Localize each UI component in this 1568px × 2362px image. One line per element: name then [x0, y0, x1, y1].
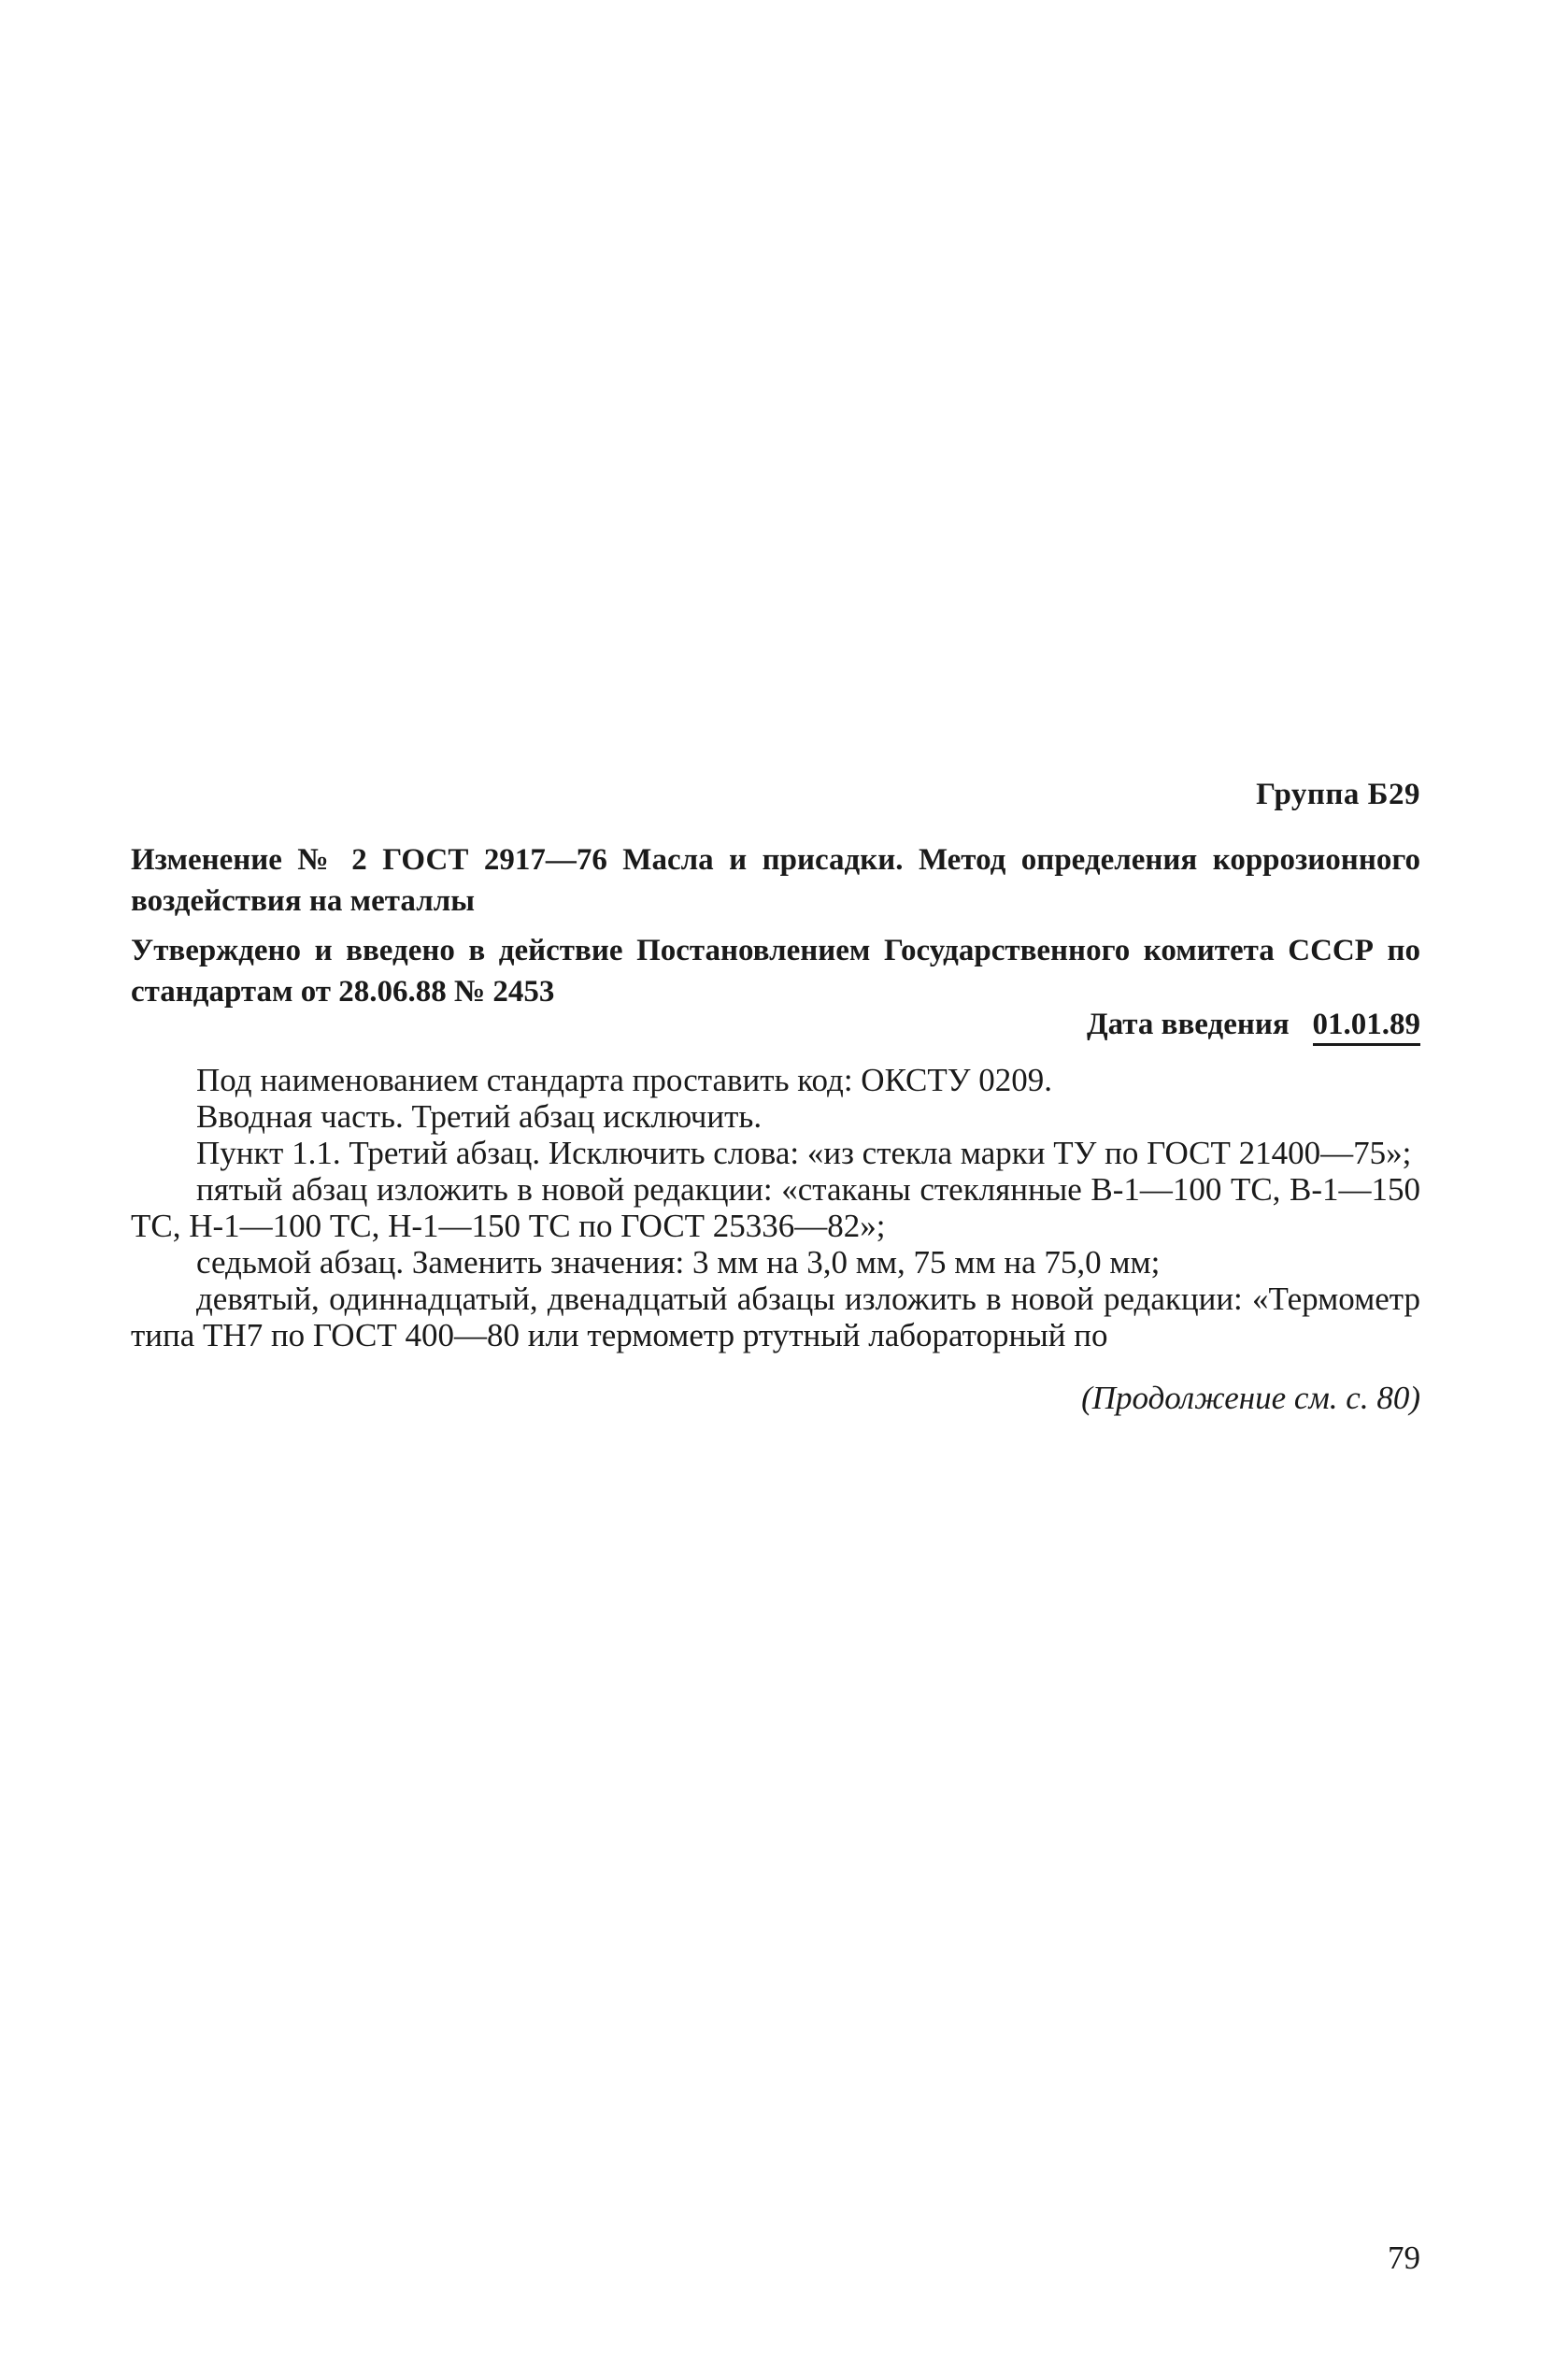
paragraph-okstu-code: Под наименованием стандарта проставить код: ОКСТУ 0209.	[196, 1062, 1053, 1098]
approval-statement: Утверждено и введено в действие Постановлением Государственного комитета СССР по стандартам от 28.06.88 № 2453	[131, 934, 1420, 1009]
amendment-title: Изменение № 2 ГОСТ 2917—76 Масла и присадки. Метод определения коррозионного воздействия на металлы	[131, 843, 1420, 918]
effective-date-label: Дата введения	[1086, 1008, 1290, 1041]
paragraph-item-1-1: Пункт 1.1. Третий абзац. Исключить слова: «из стекла марки ТУ по ГОСТ 21400—75»;	[196, 1135, 1412, 1171]
paragraph-introduction: Вводная часть. Третий абзац исключить.	[196, 1098, 763, 1135]
continuation-note: (Продолжение см. с. 80)	[1081, 1380, 1420, 1416]
paragraph-seventh-abzac: седьмой абзац. Заменить значения: 3 мм на 3,0 мм, 75 мм на 75,0 мм;	[196, 1244, 1161, 1281]
effective-date	[131, 1008, 1420, 1042]
amendment-body	[131, 1062, 1420, 1353]
paragraph-fifth-abzac: пятый абзац изложить в новой редакции: «стаканы стеклянные В-1—100 ТС, В-1—150 ТС, Н-1—100 ТС, Н-1—150 ТС по ГОСТ 25336—82»;	[131, 1171, 1420, 1244]
effective-date-value: 01.01.89	[1313, 1008, 1421, 1046]
page-number: 79	[1388, 2240, 1420, 2276]
paragraph-ninth-abzac: девятый, одиннадцатый, двенадцатый абзацы изложить в новой редакции: «Термометр типа ТН7 по ГОСТ 400—80 или термометр ртутный лабораторный по	[131, 1281, 1420, 1353]
group-label: Группа Б29	[1256, 778, 1420, 811]
